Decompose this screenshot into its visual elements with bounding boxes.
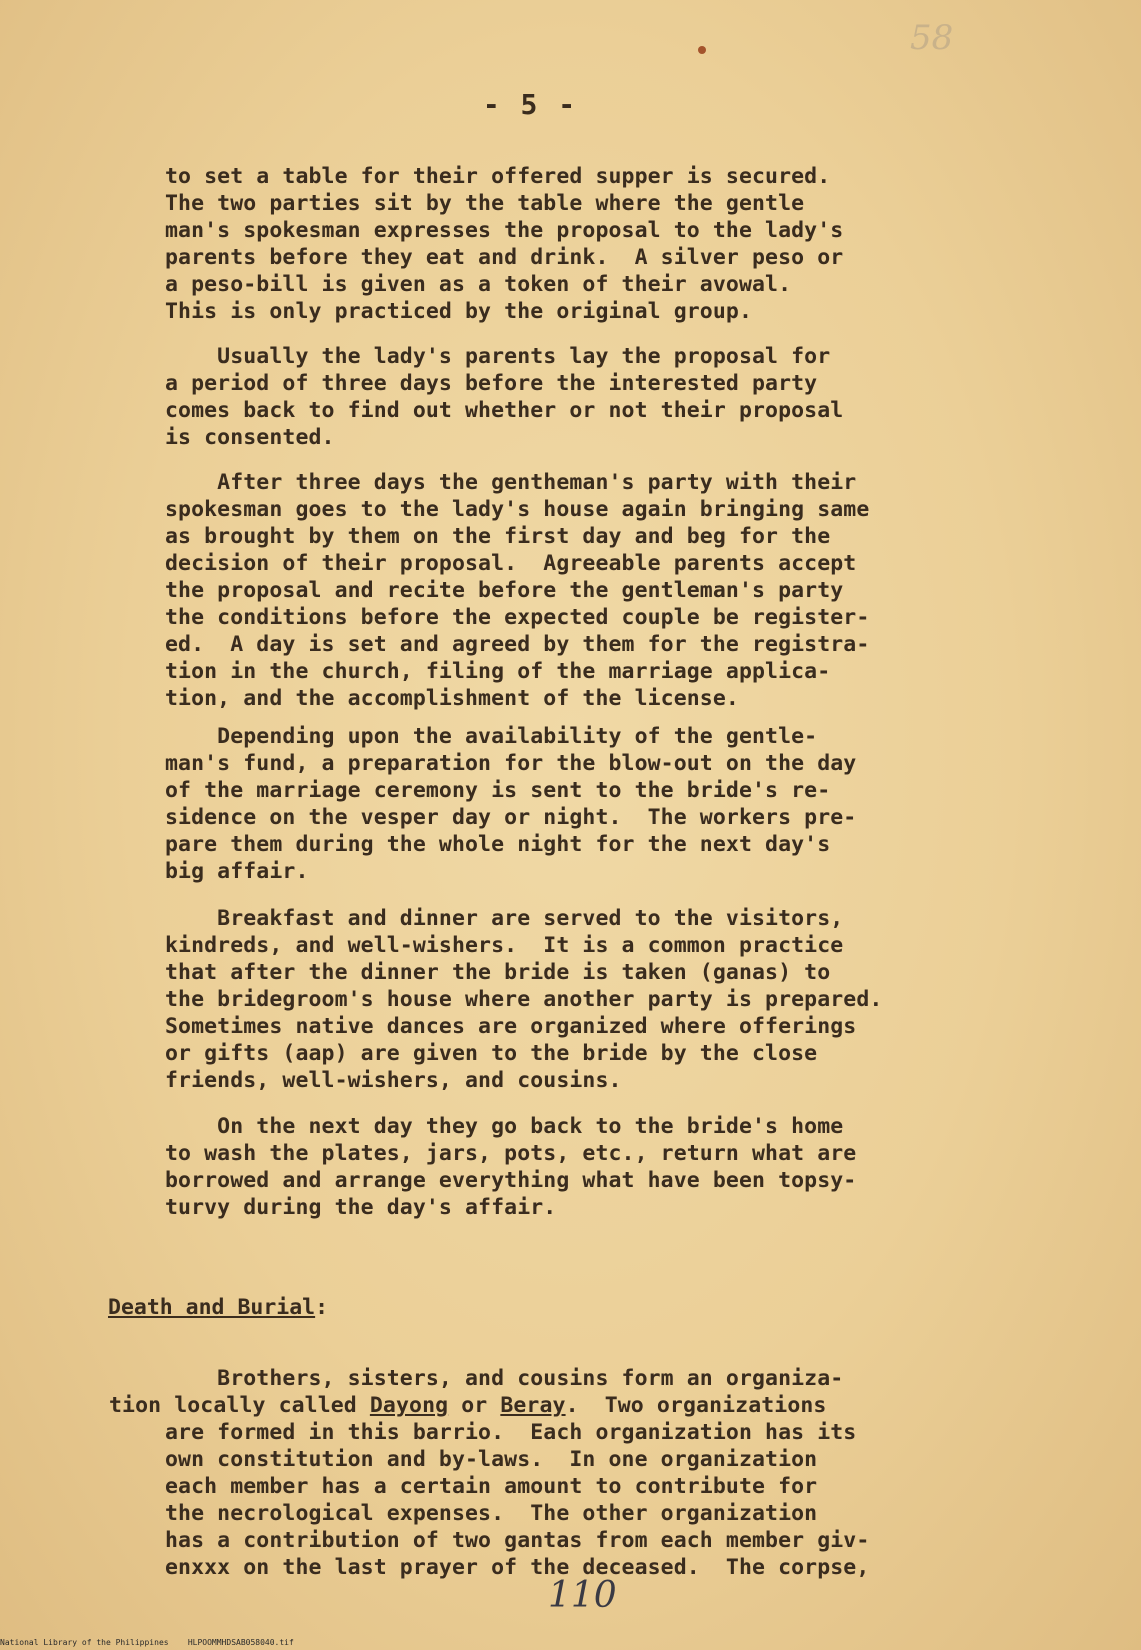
heading-colon: : [315, 1295, 329, 1320]
section-heading-death-burial [108, 1295, 328, 1320]
heading-title: Death and Burial [108, 1295, 316, 1320]
term-dayong: Dayong [369, 1393, 449, 1418]
line-2-prefix: tion locally called [109, 1393, 370, 1418]
term-beray: Beray [500, 1393, 566, 1418]
paragraph-next-day: On the next day they go back to the bride's home to wash the plates, jars, pots, etc., return what are borrowed and arrange everything what have been topsy- turvy during the day's affair. [165, 1114, 857, 1220]
paragraph-supper: to set a table for their offered supper is secured. The two parties sit by the table where the gentle man's spokesman expresses the proposal to the lady's parents before they eat and drink. A silver peso or a peso-bill is given as a token of their avowal. This is only practiced by the original group. [165, 164, 844, 324]
organization-line-1: Brothers, sisters, and cousins form an organiza- [165, 1366, 844, 1391]
organization-rest: are formed in this barrio. Each organization has its own constitution and by-laws. In one organization each member has a certain amount to contribute for the necrological expenses. The other organization has a contribution of two gantas from each member giv- enxxx on the last prayer of the deceased. The corpse, [165, 1420, 870, 1580]
paragraph-preparation: Depending upon the availability of the gentle- man's fund, a preparation for the blow-out on the day of the marriage ceremony is sent to the bride's re- sidence on the vesper day or night. The workers pre- pare them during the whole night for the next day's big affair. [165, 724, 857, 884]
paragraph-decision: After three days the gentheman's party with their spokesman goes to the lady's house again bringing same as brought by them on the first day and beg for the decision of their proposal. Agreeable parents accept the proposal and recite before the gentleman's party the conditions before the expected couple be register- ed. A day is set and agreed by them for the registra- tion in the church, filing of the marriage applica- tion, and the accomplishment of the license. [165, 470, 870, 711]
line-2-mid: or [448, 1393, 501, 1418]
paragraph-breakfast: Breakfast and dinner are served to the visitors, kindreds, and well-wishers. It is a common practice that after the dinner the bride is taken (ganas) to the bridegroom's house where another party is prepared. Sometimes native dances are organized where offerings or gifts (aap) are given to the bride by the close friends, well-wishers, and cousins. [165, 906, 883, 1093]
organization-line-2 [109, 1393, 826, 1418]
paragraph-organization [109, 1365, 1045, 1581]
handwritten-folio-number: 110 [548, 1575, 617, 1616]
paragraph-three-days: Usually the lady's parents lay the proposal for a period of three days before the interested party comes back to find out whether or not their proposal is consented. [165, 344, 844, 450]
scan-footer: National Library of the Philippines HLPOOMMHDSAB058040.tif [0, 1638, 294, 1647]
line-2-suffix: . Two organizations [565, 1393, 827, 1418]
page-number: - 5 - [482, 88, 578, 121]
archive-page-number: 58 [910, 18, 954, 58]
ink-spot [698, 46, 706, 54]
